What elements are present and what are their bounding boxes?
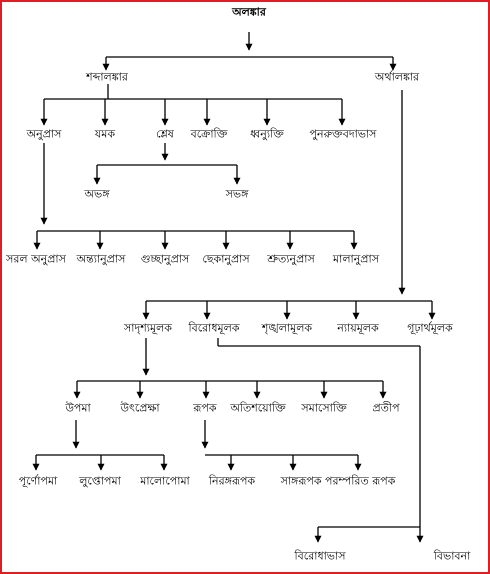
node-shabda: শব্দালঙ্কার [86, 70, 128, 84]
node-upama: উপমা [65, 401, 91, 415]
node-artha: অর্থালঙ্কার [374, 70, 420, 84]
node-atishayokti: অতিশয়োক্তি [230, 401, 286, 415]
node-vakrokti: বক্রোক্তি [190, 127, 228, 141]
node-virodha: বিরোধমূলক [188, 321, 240, 335]
node-shrutyanuprasa: শ্রুত্যনুপ্রাস [267, 252, 315, 266]
node-saral-anuprasa: সরল অনুপ্রাস [6, 252, 66, 266]
node-abhanga: অভঙ্গ [84, 187, 110, 201]
node-root: অলঙ্কার [232, 5, 266, 19]
node-dhvanyukti: ধ্বন্যুক্তি [250, 127, 284, 141]
node-malopama: মালোপোমা [140, 474, 190, 488]
node-nirangarupaka: নিরঙ্গরূপক [208, 474, 256, 488]
node-vibhavana: বিভাবনা [433, 549, 471, 563]
node-gudhartha: গূঢ়ার্থমূলক [407, 321, 453, 335]
node-yamaka: যমক [94, 127, 116, 141]
node-samasokti: সমাসোক্তি [301, 401, 347, 415]
node-sabhanga: সভঙ্গ [225, 187, 249, 201]
node-pratipa: প্রতীপ [372, 401, 400, 415]
node-antyanuprasa: অন্ত্যানুপ্রাস [76, 252, 126, 266]
node-purnopama: পূর্ণোপমা [18, 474, 58, 488]
node-sangarupaka: সাঙ্গরূপক পরম্পরিত রূপক [280, 474, 396, 488]
node-shrinkhala: শৃঙ্খলামূলক [261, 321, 313, 335]
node-rupaka: রূপক [193, 401, 217, 415]
node-utpreksha: উৎপ্রেক্ষা [120, 401, 160, 415]
node-guchhanuprasa: গুচ্ছানুপ্রাস [140, 252, 190, 266]
node-nyaya: ন্যায়মূলক [337, 321, 379, 335]
node-chhekanuprasa: ছেকানুপ্রাস [202, 252, 250, 266]
node-malanuprasa: মালানুপ্রাস [333, 252, 379, 266]
node-virodhabhasa: বিরোধাভাস [294, 549, 346, 563]
node-luptopama: লুপ্তোপমা [79, 474, 121, 488]
node-sadrishya: সাদৃশ্যমূলক [124, 321, 172, 335]
node-shlesha: শ্লেষ [156, 127, 174, 141]
node-anuprasa: অনুপ্রাস [26, 127, 62, 141]
node-punarukta: পুনরুক্তবদাভাস [309, 127, 377, 141]
